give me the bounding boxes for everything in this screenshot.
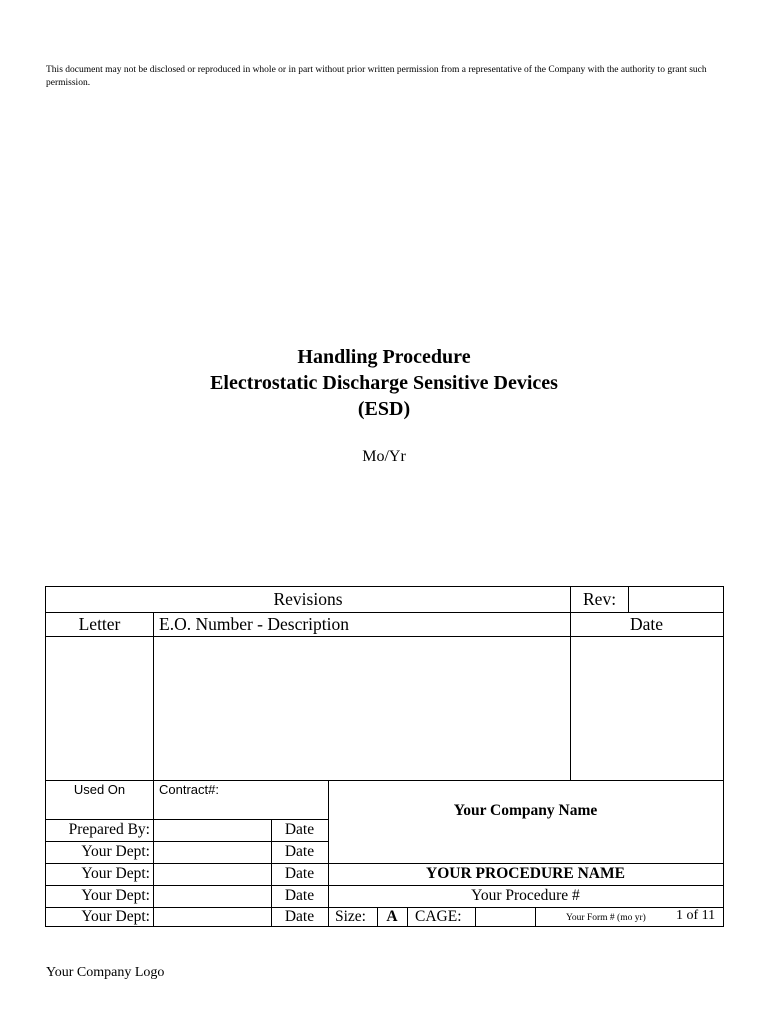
prepared-by-date-label: Date bbox=[284, 821, 315, 838]
procedure-number: Your Procedure # bbox=[471, 887, 580, 904]
dept-label-3: Your Dept: bbox=[81, 887, 150, 904]
dept-label-4: Your Dept: bbox=[81, 908, 150, 925]
title-line-2: Electrostatic Discharge Sensitive Devices bbox=[210, 372, 558, 394]
column-header-description: E.O. Number - Description bbox=[159, 614, 350, 634]
cage-label: CAGE: bbox=[415, 908, 462, 925]
dept-date-label-2: Date bbox=[284, 865, 315, 882]
column-header-letter: Letter bbox=[78, 614, 121, 634]
dept-label-1: Your Dept: bbox=[81, 843, 150, 860]
title-line-3: (ESD) bbox=[357, 398, 411, 420]
revisions-title-block-table bbox=[45, 586, 724, 927]
column-header-date: Date bbox=[629, 614, 664, 634]
contract-label: Contract#: bbox=[159, 782, 219, 797]
disclaimer-text: This document may not be disclosed or reproduced in whole or in part without prior written permission from a representative of the Company with the authority to grant such permission. bbox=[46, 65, 707, 88]
company-name: Your Company Name bbox=[453, 802, 598, 819]
revisions-heading: Revisions bbox=[273, 589, 343, 609]
size-value: A bbox=[386, 908, 398, 925]
used-on-label: Used On bbox=[73, 782, 126, 797]
page-number: 1 of 11 bbox=[676, 908, 716, 923]
procedure-name: YOUR PROCEDURE NAME bbox=[426, 865, 625, 882]
prepared-by-label: Prepared By: bbox=[68, 821, 150, 838]
company-logo-placeholder: Your Company Logo bbox=[46, 965, 165, 980]
dept-date-label-3: Date bbox=[284, 887, 315, 904]
title-line-1: Handling Procedure bbox=[297, 346, 471, 368]
dept-label-2: Your Dept: bbox=[81, 865, 150, 882]
form-number: Your Form # (mo yr) bbox=[566, 913, 646, 923]
size-label: Size: bbox=[335, 908, 366, 925]
dept-date-label-4: Date bbox=[284, 908, 315, 925]
document-date: Mo/Yr bbox=[362, 448, 406, 465]
document-title bbox=[0, 344, 768, 422]
dept-date-label-1: Date bbox=[284, 843, 315, 860]
rev-label: Rev: bbox=[583, 589, 617, 609]
